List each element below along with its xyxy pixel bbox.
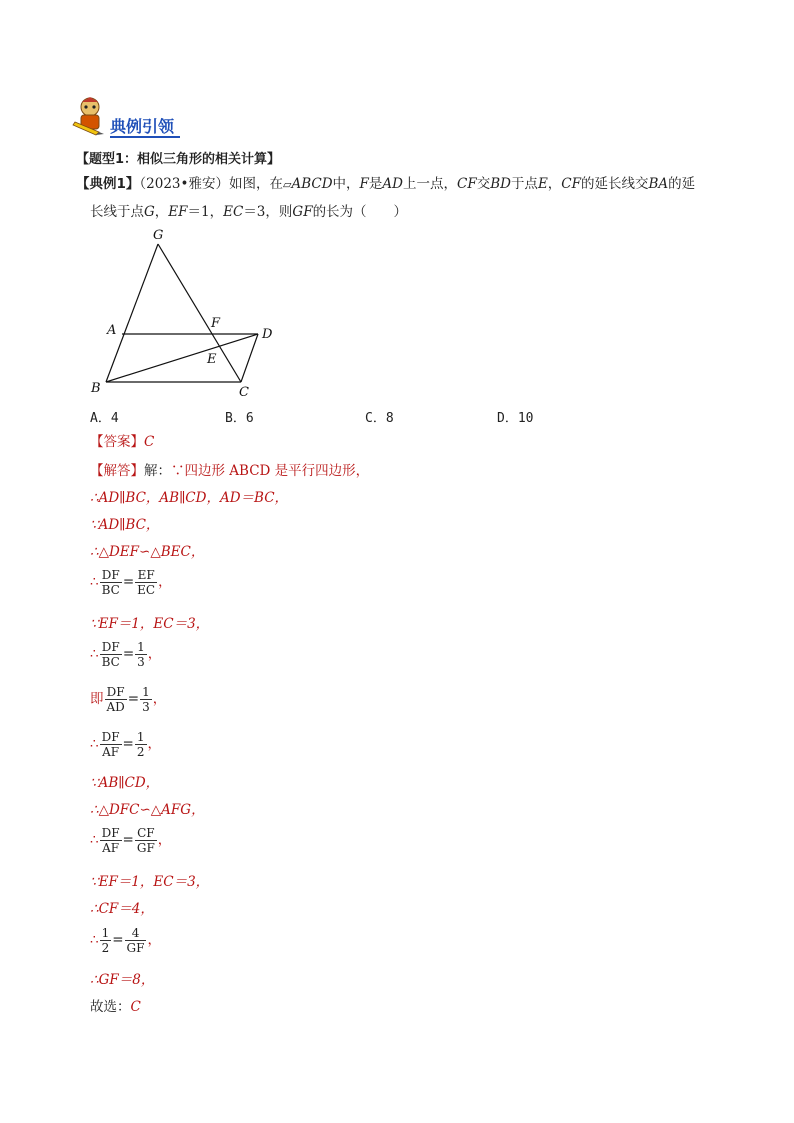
- solution-step: ∵EF＝1，EC＝3，: [90, 616, 210, 632]
- solution-fraction-step: ∴ $\frac{DF}{AF}$ = $\frac{CF}{GF}$ ，: [90, 826, 172, 855]
- answer-line: [90, 433, 154, 451]
- solution-fraction-step: ∴ $\frac{1}{2}$ = $\frac{4}{GF}$ ，: [90, 926, 161, 955]
- label-A: A: [107, 323, 117, 338]
- answer-value: C: [144, 434, 155, 450]
- solution-step: ∵AD∥BC，: [90, 517, 160, 533]
- geometry-figure: [84, 224, 294, 400]
- solution-label: 【解答】: [90, 463, 144, 479]
- solution-step: ∴AD∥BC，AB∥CD，AD＝BC，: [90, 490, 289, 506]
- question-line-2: 长线于点G，EF＝1，EC＝3，则GF的长为（ ）: [90, 204, 408, 220]
- segment-DC: [241, 334, 258, 382]
- label-E: E: [207, 352, 217, 367]
- solution-fraction-step: 即 $\frac{DF}{AD}$ = $\frac{1}{3}$ ，: [90, 685, 167, 714]
- option-a: A．4: [90, 411, 119, 426]
- solution-fraction-step: ∴ $\frac{DF}{BC}$ = $\frac{EF}{EC}$ ，: [90, 568, 172, 597]
- question-source: （2023•雅安）: [139, 176, 229, 192]
- solution-step: ∵EF＝1，EC＝3，: [90, 874, 210, 890]
- solution-step: ∴GF＝8，: [90, 972, 155, 988]
- solution-fraction-step: ∴ $\frac{DF}{BC}$ = $\frac{1}{3}$ ，: [90, 640, 162, 669]
- label-F: F: [211, 316, 221, 331]
- label-D: D: [262, 327, 273, 342]
- parallelogram-icon: ▱: [282, 178, 292, 191]
- label-B: B: [91, 381, 101, 396]
- segment-BG: [106, 244, 158, 382]
- solution-step: ∴CF＝4，: [90, 901, 154, 917]
- solution-fraction-step: ∴ $\frac{DF}{AF}$ = $\frac{1}{2}$ ，: [90, 730, 161, 759]
- section-title: 典例引领: [110, 118, 180, 138]
- figure-svg: [84, 224, 294, 400]
- solution-step: ∴△DFC∽△AFG，: [90, 802, 205, 818]
- option-b: B．6: [225, 411, 254, 426]
- answer-label: 【答案】: [90, 434, 144, 450]
- segment-BD: [106, 334, 258, 382]
- solution-step: ∵AB∥CD，: [90, 775, 160, 791]
- example-tag: 【典例1】: [76, 176, 140, 192]
- final-choice-line: 故选：C: [90, 999, 141, 1015]
- solution-line-1: 【解答】解：∵四边形 ABCD 是平行四边形，: [90, 463, 370, 479]
- option-c: C．8: [365, 411, 394, 426]
- option-d: D．10: [497, 411, 534, 426]
- solution-step: ∴△DEF∽△BEC，: [90, 544, 205, 560]
- label-C: C: [239, 385, 249, 400]
- question-type-heading: 【题型1：相似三角形的相关计算】: [76, 152, 281, 167]
- question-line-1: 【典例1】（2023•雅安）如图，在▱ABCD中，F是AD上一点，CF交BD于点E，CF的延长线交BA的延: [76, 176, 696, 192]
- pencil-mascot-icon: [72, 96, 108, 136]
- label-G: G: [153, 228, 164, 243]
